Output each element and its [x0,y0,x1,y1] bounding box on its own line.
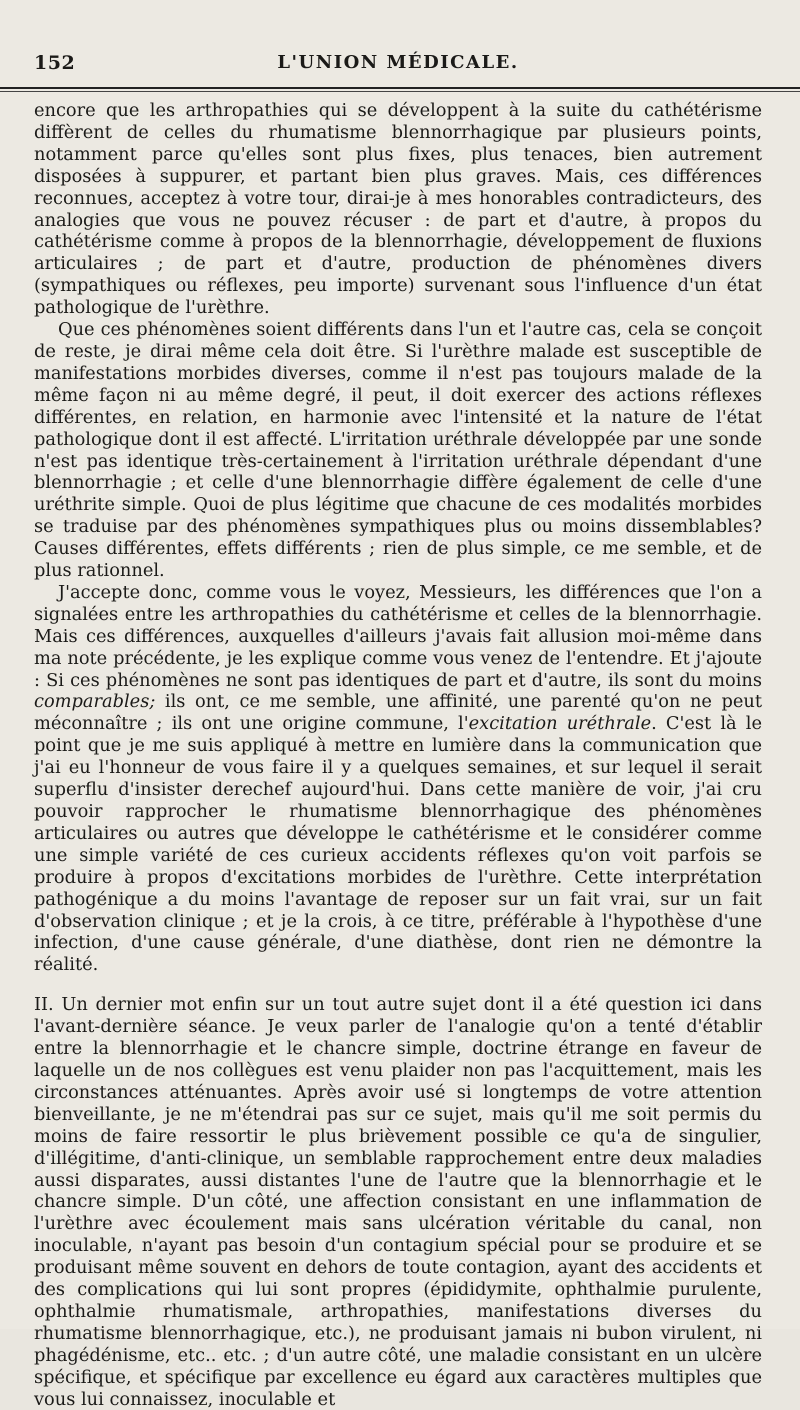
running-title: L'UNION MÉDICALE. [277,52,519,73]
paragraph-3 [34,582,762,976]
paragraph-1: encore que les arthropathies qui se développent à la suite du cathétérisme diffèrent de celles du rhumatisme blennorrhagique par plusieurs points, notamment parce qu'elles sont plus fixes, plus tenaces, bien autrement disposées à suppurer, et partant bien plus graves. Mais, ces différences reconnues, acceptez à votre tour, dirai-je à mes honorables contradicteurs, des analogies que vous ne pouvez récuser : de part et d'autre, à propos du cathétérisme comme à propos de la blennorrhagie, développement de fluxions articulaires ; de part et d'autre, production de phénomènes divers (sympathiques ou réflexes, peu importe) survenant sous l'influence d'un état pathologique de l'urèthre. [34,100,762,319]
paragraph-section-ii: II. Un dernier mot enfin sur un tout autre sujet dont il a été question ici dans l'avant-dernière séance. Je veux parler de l'analogie qu'on a tenté d'établir entre la blennorrhagie et le chancre simple, doctrine étrange en faveur de laquelle un de nos collègues est venu plaider non pas l'acquittement, mais les circonstances atténuantes. Après avoir usé si longtemps de votre attention bienveillante, je ne m'étendrai pas sur ce sujet, mais qu'il me soit permis du moins de faire ressortir le plus brièvement possible ce qu'a de singulier, d'illégitime, d'anti-clinique, un semblable rapprochement entre deux maladies aussi disparates, aussi distantes l'une de l'autre que la blennorrhagie et le chancre simple. D'un côté, une affection consistant en une inflammation de l'urèthre avec écoulement mais sans ulcération véritable du canal, non inoculable, n'ayant pas besoin d'un contagium spécial pour se produire et se produisant même souvent en dehors de toute contagion, ayant des accidents et des complications qui lui sont propres (épididymite, ophthalmie purulente, ophthalmie rhumatismale, arthropathies, manifestations diverses du rhumatisme blennorrhagique, etc.), ne produisant jamais ni bubon virulent, ni phagédénisme, etc.. etc. ; d'un autre côté, une maladie consistant en un ulcère spécifique, et spécifique par excellence eu égard aux caractères multiples que vous lui connaissez, inoculable et [34,994,762,1410]
header-rule-thin [0,91,800,92]
body-text [34,100,762,1410]
paragraph-3-part-b: ils ont, ce me semble, une affinité, une parenté qu'on ne peut méconnaître ; ils ont une origine commune, l' [34,691,762,735]
emphasis-excitation-urethrale: excitation uréthrale [468,713,652,735]
paragraph-3-part-c: . C'est là le point que je me suis appliqué à mettre en lumière dans la communication que j'ai eu l'honneur de vous faire il y a quelques semaines, et sur lequel il serait superflu d'insister derechef aujourd'hui. Dans cette manière de voir, j'ai cru pouvoir rapprocher le rhumatisme blennorrhagique des phénomènes articulaires ou autres que développe le cathétérisme et le considérer comme une simple variété de ces curieux accidents réflexes qu'on voit parfois se produire à propos d'excitations morbides de l'urèthre. Cette interprétation pathogénique a du moins l'avantage de reposer sur un fait vrai, sur un fait d'observation clinique ; et je la crois, à ce titre, préférable à l'hypothèse d'une infection, d'une cause générale, d'une diathèse, dont rien ne démontre la réalité. [34,713,762,976]
page-number: 152 [34,52,76,74]
header-rule [0,87,800,89]
emphasis-comparables: comparables; [34,691,156,713]
running-header [34,0,762,74]
paragraph-2: Que ces phénomènes soient différents dans l'un et l'autre cas, cela se conçoit de reste, je dirai même cela doit être. Si l'urèthre malade est susceptible de manifestations morbides diverses, comme il n'est pas toujours malade de la même façon ni au même degré, il peut, il doit exercer des actions réflexes différentes, en relation, en harmonie avec l'intensité et la nature de l'état pathologique dont il est affecté. L'irritation uréthrale développée par une sonde n'est pas identique très-certainement à l'irritation uréthrale dépendant d'une blennorrhagie ; et celle d'une blennorrhagie diffère également de celle d'une uréthrite simple. Quoi de plus légitime que chacune de ces modalités morbides se traduise par des phénomènes sympathiques plus ou moins dissemblables? Causes différentes, effets différents ; rien de plus simple, ce me semble, et de plus rationnel. [34,319,762,582]
paragraph-3-part-a: J'accepte donc, comme vous le voyez, Messieurs, les différences que l'on a signalées entre les arthropathies du cathétérisme et celles de la blennorrhagie. Mais ces différences, auxquelles d'ailleurs j'avais fait allusion moi-même dans ma note précédente, je les explique comme vous venez de l'entendre. Et j'ajoute : Si ces phénomènes ne sont pas identiques de part et d'autre, ils sont du moins [34,581,762,691]
